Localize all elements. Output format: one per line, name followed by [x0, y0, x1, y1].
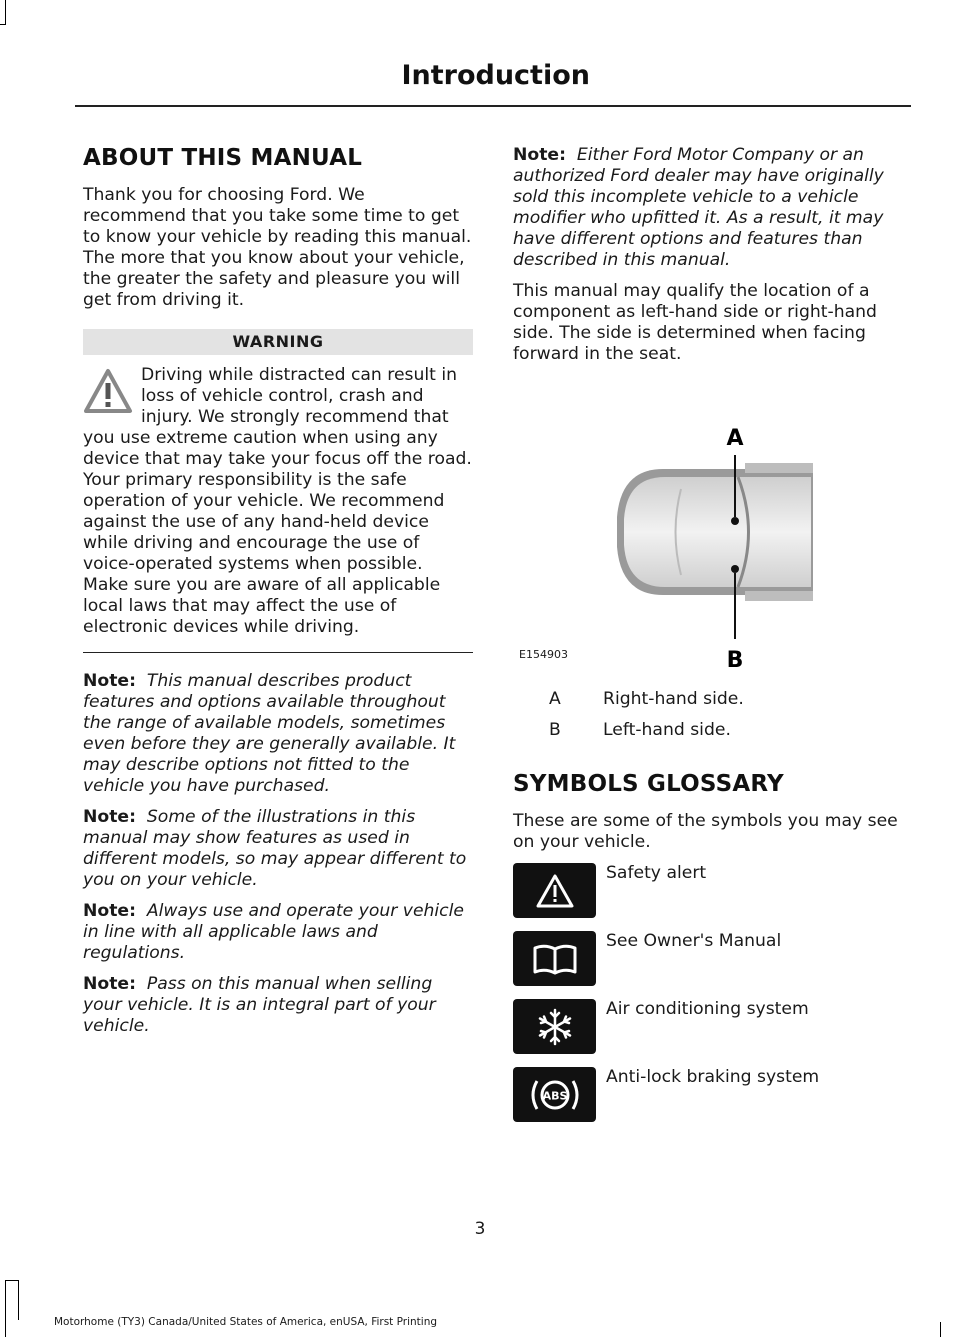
- crop-mark: [18, 1280, 19, 1320]
- section-heading-symbols: SYMBOLS GLOSSARY: [513, 771, 784, 797]
- crop-mark: [5, 1280, 19, 1281]
- crop-mark: [940, 1322, 941, 1337]
- warning-text: Driving while distracted can result in loss of vehicle control, crash and injury. We strongly recommend that you use extreme caution when using any device that may take your focus off the road. Your primary responsibility is the safe operation of your vehicle. We recommend against the use of any hand-held device while driving and encourage the use of voice-operated systems when possible. Make sure you are aware of all applicable local laws that may affect the use of electronic devices while driving.: [83, 365, 472, 637]
- right-column: [513, 145, 908, 1135]
- figure-label-a: A: [726, 426, 744, 451]
- note-label: Note:: [83, 974, 136, 994]
- note-paragraph: [83, 974, 473, 1037]
- legend-key: A: [549, 689, 561, 709]
- sides-paragraph: This manual may qualify the location of a component as left-hand side or right-hand side. The side is determined when facing forward in the seat.: [513, 281, 877, 364]
- warning-box: [83, 329, 473, 653]
- note-paragraph: [83, 901, 473, 964]
- legend-row: [513, 689, 908, 710]
- symbol-row: [513, 863, 908, 919]
- note-text: Either Ford Motor Company or an authorized Ford dealer may have originally sold this incomplete vehicle to a vehicle modifier who upfitted it. As a result, it may have different options and features than described in this manual.: [513, 145, 884, 270]
- warning-triangle-icon: [83, 367, 133, 415]
- note-label: Note:: [83, 901, 136, 921]
- warning-divider: [83, 652, 473, 653]
- warning-body: [83, 355, 473, 638]
- footer-text: Motorhome (TY3) Canada/United States of America, enUSA, First Printing: [54, 1316, 438, 1328]
- intro-paragraph: Thank you for choosing Ford. We recommend that you take some time to get to know your vehicle by reading this manual. The more that you know about your vehicle, the greater the safety and pleasure you will get from driving it.: [83, 185, 472, 310]
- figure-label-b: B: [726, 648, 744, 667]
- symbol-row: [513, 1067, 908, 1123]
- page-header-title: Introduction: [401, 60, 590, 91]
- note-label: Note:: [83, 807, 136, 827]
- vehicle-sides-figure: [513, 377, 908, 667]
- note-paragraph: [513, 145, 908, 271]
- note-label: Note:: [513, 145, 566, 165]
- vehicle-top-view-illustration: [513, 377, 908, 667]
- abs-icon-text: ABS: [542, 1089, 567, 1102]
- legend-text: Left-hand side.: [603, 720, 731, 740]
- header-divider: [75, 105, 911, 107]
- note-label: Note:: [83, 671, 136, 691]
- legend-key: B: [549, 720, 561, 740]
- symbol-label: Anti-lock braking system: [606, 1067, 820, 1087]
- note-text: Some of the illustrations in this manual may show features as used in different models, so may appear different to you on your vehicle.: [83, 807, 467, 890]
- legend-row: [513, 720, 908, 741]
- note-text: Always use and operate your vehicle in line with all applicable laws and regulations.: [83, 901, 464, 963]
- abs-icon: [513, 1067, 596, 1122]
- crop-mark: [5, 0, 6, 24]
- note-text: This manual describes product features and options available throughout the range of available models, sometimes even before they are generally available. It may describe options not fitted to the vehicle you have purchased.: [83, 671, 456, 796]
- note-paragraph: [83, 671, 473, 797]
- symbols-intro: These are some of the symbols you may see on your vehicle.: [513, 811, 898, 852]
- page-number: 3: [474, 1219, 486, 1239]
- owners-manual-icon: [513, 931, 596, 986]
- left-column: [83, 145, 473, 1047]
- symbol-label: Safety alert: [606, 863, 707, 883]
- section-heading-about: ABOUT THIS MANUAL: [83, 145, 363, 171]
- symbol-row: [513, 931, 908, 987]
- legend-text: Right-hand side.: [603, 689, 744, 709]
- note-paragraph: [83, 807, 473, 891]
- note-text: Pass on this manual when selling your vehicle. It is an integral part of your vehicle.: [83, 974, 436, 1036]
- air-conditioning-icon: [513, 999, 596, 1054]
- symbol-row: [513, 999, 908, 1055]
- figure-code: E154903: [519, 648, 568, 661]
- warning-label: WARNING: [83, 329, 473, 355]
- crop-mark: [0, 24, 6, 25]
- symbol-label: See Owner's Manual: [606, 931, 782, 951]
- crop-mark: [5, 1280, 6, 1337]
- symbol-label: Air conditioning system: [606, 999, 809, 1019]
- safety-alert-icon: [513, 863, 596, 918]
